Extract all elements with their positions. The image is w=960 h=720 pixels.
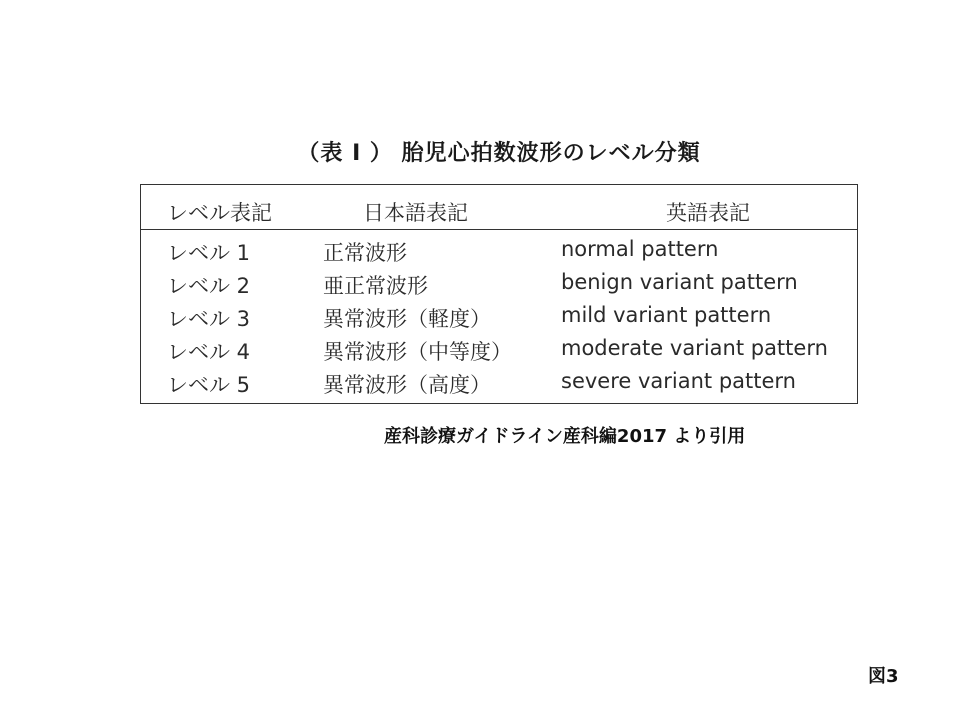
cell-level: レベル 3 [167, 307, 251, 331]
figure-label: 図3 [868, 666, 899, 687]
cell-japanese: 異常波形（高度） [323, 373, 491, 397]
classification-table [140, 184, 858, 404]
cell-english: moderate variant pattern [561, 336, 828, 360]
table-header-row [141, 185, 857, 230]
header-english: 英語表記 [666, 201, 750, 225]
header-level: レベル表記 [167, 201, 272, 225]
header-japanese: 日本語表記 [363, 201, 468, 225]
table-title: （表 I ） 胎児心拍数波形のレベル分類 [297, 141, 701, 166]
table-row [141, 332, 857, 365]
cell-japanese: 亜正常波形 [323, 274, 428, 298]
cell-level: レベル 2 [167, 274, 251, 298]
cell-level: レベル 4 [167, 340, 251, 364]
cell-japanese: 異常波形（中等度） [323, 340, 512, 364]
cell-english: normal pattern [561, 237, 719, 261]
table-body [141, 233, 857, 398]
cell-english: mild variant pattern [561, 303, 772, 327]
table-row [141, 365, 857, 398]
cell-level: レベル 1 [167, 241, 251, 265]
cell-english: severe variant pattern [561, 369, 796, 393]
table-row [141, 266, 857, 299]
cell-japanese: 正常波形 [323, 241, 407, 265]
cell-level: レベル 5 [167, 373, 251, 397]
cell-english: benign variant pattern [561, 270, 798, 294]
table-row [141, 233, 857, 266]
cell-japanese: 異常波形（軽度） [323, 307, 491, 331]
source-citation: 産科診療ガイドライン産科編2017 より引用 [384, 426, 746, 447]
table-row [141, 299, 857, 332]
